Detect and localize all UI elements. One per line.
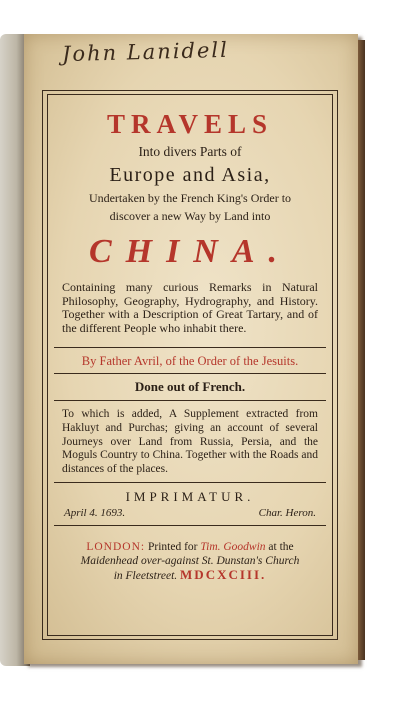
author-block	[54, 347, 326, 526]
imprint-year: MDCXCIII.	[180, 567, 267, 583]
imprint-line-1	[64, 540, 316, 554]
imprimatur-signer: Char. Heron.	[258, 507, 316, 520]
destination-country: CHINA.	[88, 233, 292, 270]
book-title: TRAVELS	[106, 109, 274, 139]
imprimatur-row	[54, 505, 326, 525]
subtitle-line-1: Into divers Parts of	[138, 144, 242, 159]
author-line: By Father Avril, of the Order of the Jesuits.	[81, 354, 299, 369]
title-page-border	[42, 90, 338, 640]
book-cover-edge	[358, 40, 365, 660]
book-description: Containing many curious Remarks in Natural Philosophy, Geography, Hydrography, and History. Together with a Description of Great Tartary, and of the different People who inhabit there.	[62, 280, 318, 335]
title-page	[24, 34, 358, 664]
inner-border	[47, 94, 333, 636]
imprimatur-date: April 4. 1693.	[64, 507, 126, 520]
imprint-line-2: Maidenhead over-against St. Dunstan's Church	[80, 555, 300, 568]
imprint-printer: Tim. Goodwin	[200, 541, 266, 554]
supplement-text: To which is added, A Supplement extracted from Hakluyt and Purchas; giving an account of several Journeys over Land from Russia, Persia, and the Moguls Country to China. Together with the Roads and distances of the places.	[62, 408, 318, 475]
imprimatur-heading: IMPRIMATUR.	[125, 489, 255, 505]
owner-signature: John Lanidell	[61, 37, 230, 67]
translation-note: Done out of French.	[134, 379, 246, 395]
imprint-line-3	[64, 568, 316, 583]
imprint	[54, 526, 326, 583]
subtitle-line-3b: discover a new Way by Land into	[109, 209, 271, 223]
subtitle-line-2: Europe and Asia,	[109, 164, 271, 186]
imprint-line-1-end: at the	[268, 541, 294, 554]
imprint-printed-for: Printed for	[147, 541, 198, 554]
imprint-street: in Fleetstreet.	[113, 570, 178, 583]
title-page-content	[54, 95, 326, 635]
subtitle-line-3a: Undertaken by the French King's Order to	[88, 191, 292, 205]
imprint-city: LONDON:	[86, 541, 146, 554]
